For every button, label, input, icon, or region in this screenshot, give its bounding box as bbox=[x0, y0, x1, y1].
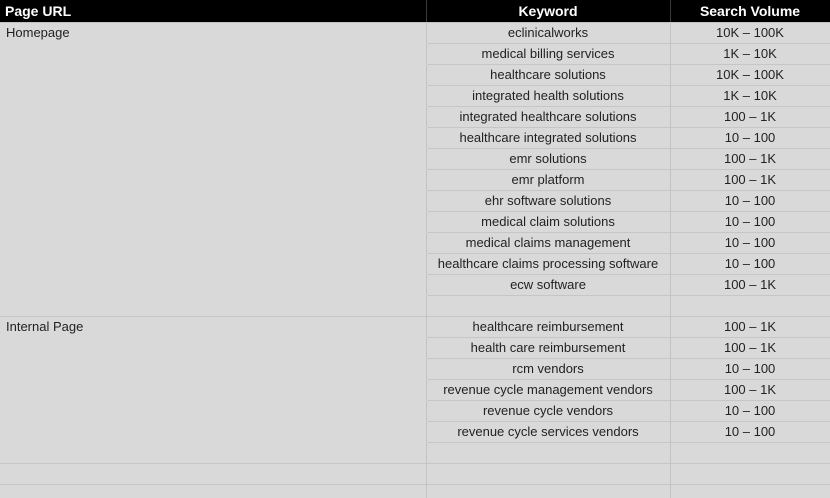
table-row bbox=[0, 23, 830, 44]
table-row bbox=[0, 443, 830, 464]
keyword-cell[interactable]: health care reimbursement bbox=[426, 338, 670, 359]
page-url-cell[interactable] bbox=[0, 86, 426, 107]
table-row bbox=[0, 44, 830, 65]
search-volume-cell[interactable]: 10 – 100 bbox=[670, 422, 830, 443]
page-url-cell[interactable] bbox=[0, 338, 426, 359]
search-volume-cell[interactable]: 10K – 100K bbox=[670, 65, 830, 86]
search-volume-cell[interactable]: 100 – 1K bbox=[670, 380, 830, 401]
table-row bbox=[0, 275, 830, 296]
table-row bbox=[0, 107, 830, 128]
page-url-cell[interactable] bbox=[0, 401, 426, 422]
search-volume-cell[interactable]: 100 – 1K bbox=[670, 170, 830, 191]
table-row bbox=[0, 212, 830, 233]
table-row bbox=[0, 464, 830, 485]
keyword-cell[interactable]: medical claim solutions bbox=[426, 212, 670, 233]
page-url-cell[interactable] bbox=[0, 359, 426, 380]
page-url-cell[interactable] bbox=[0, 212, 426, 233]
page-url-cell[interactable]: Internal Page bbox=[0, 317, 426, 338]
search-volume-cell[interactable]: 1K – 10K bbox=[670, 44, 830, 65]
keyword-cell[interactable]: ehr software solutions bbox=[426, 191, 670, 212]
keyword-cell[interactable]: integrated healthcare solutions bbox=[426, 107, 670, 128]
keyword-cell[interactable]: eclinicalworks bbox=[426, 23, 670, 44]
search-volume-cell[interactable]: 100 – 1K bbox=[670, 275, 830, 296]
search-volume-cell[interactable] bbox=[670, 296, 830, 317]
table-row bbox=[0, 128, 830, 149]
keyword-cell[interactable]: healthcare claims processing software bbox=[426, 254, 670, 275]
keyword-cell[interactable]: emr solutions bbox=[426, 149, 670, 170]
search-volume-cell[interactable]: 10 – 100 bbox=[670, 359, 830, 380]
table-row bbox=[0, 359, 830, 380]
keyword-cell[interactable]: revenue cycle management vendors bbox=[426, 380, 670, 401]
header-keyword[interactable]: Keyword bbox=[426, 0, 670, 23]
page-url-cell[interactable] bbox=[0, 464, 426, 485]
keyword-cell[interactable]: rcm vendors bbox=[426, 359, 670, 380]
table-header bbox=[0, 0, 830, 23]
header-row bbox=[0, 0, 830, 23]
page-url-cell[interactable]: Homepage bbox=[0, 23, 426, 44]
keyword-cell[interactable]: medical billing services bbox=[426, 44, 670, 65]
table-row bbox=[0, 254, 830, 275]
search-volume-cell[interactable]: 10 – 100 bbox=[670, 191, 830, 212]
page-url-cell[interactable] bbox=[0, 170, 426, 191]
keyword-cell[interactable]: ecw software bbox=[426, 275, 670, 296]
table-body bbox=[0, 23, 830, 498]
table-row bbox=[0, 191, 830, 212]
header-search-volume[interactable]: Search Volume bbox=[670, 0, 830, 23]
page-url-cell[interactable] bbox=[0, 44, 426, 65]
table-row bbox=[0, 86, 830, 107]
page-url-cell[interactable] bbox=[0, 275, 426, 296]
keyword-cell[interactable] bbox=[426, 443, 670, 464]
search-volume-cell[interactable]: 10 – 100 bbox=[670, 401, 830, 422]
search-volume-cell[interactable]: 10 – 100 bbox=[670, 233, 830, 254]
keyword-cell[interactable] bbox=[426, 485, 670, 498]
keyword-cell[interactable]: revenue cycle vendors bbox=[426, 401, 670, 422]
page-url-cell[interactable] bbox=[0, 233, 426, 254]
page-url-cell[interactable] bbox=[0, 107, 426, 128]
table-row bbox=[0, 296, 830, 317]
page-url-cell[interactable] bbox=[0, 254, 426, 275]
search-volume-cell[interactable] bbox=[670, 443, 830, 464]
search-volume-cell[interactable]: 1K – 10K bbox=[670, 86, 830, 107]
table-row bbox=[0, 233, 830, 254]
search-volume-cell[interactable]: 10K – 100K bbox=[670, 23, 830, 44]
search-volume-cell[interactable] bbox=[670, 485, 830, 498]
keyword-cell[interactable]: healthcare solutions bbox=[426, 65, 670, 86]
table-row bbox=[0, 422, 830, 443]
search-volume-cell[interactable]: 100 – 1K bbox=[670, 338, 830, 359]
header-page-url[interactable]: Page URL bbox=[0, 0, 426, 23]
table-row bbox=[0, 401, 830, 422]
search-volume-cell[interactable] bbox=[670, 464, 830, 485]
page-url-cell[interactable] bbox=[0, 149, 426, 170]
keyword-cell[interactable]: healthcare reimbursement bbox=[426, 317, 670, 338]
page-url-cell[interactable] bbox=[0, 380, 426, 401]
keyword-cell[interactable]: integrated health solutions bbox=[426, 86, 670, 107]
search-volume-cell[interactable]: 10 – 100 bbox=[670, 128, 830, 149]
keyword-cell[interactable] bbox=[426, 464, 670, 485]
search-volume-cell[interactable]: 10 – 100 bbox=[670, 212, 830, 233]
page-url-cell[interactable] bbox=[0, 443, 426, 464]
table-row bbox=[0, 317, 830, 338]
keyword-cell[interactable]: revenue cycle services vendors bbox=[426, 422, 670, 443]
search-volume-cell[interactable]: 100 – 1K bbox=[670, 149, 830, 170]
keyword-cell[interactable]: emr platform bbox=[426, 170, 670, 191]
page-url-cell[interactable] bbox=[0, 128, 426, 149]
keyword-cell[interactable] bbox=[426, 296, 670, 317]
table-row bbox=[0, 380, 830, 401]
table-row bbox=[0, 170, 830, 191]
page-url-cell[interactable] bbox=[0, 296, 426, 317]
search-volume-cell[interactable]: 10 – 100 bbox=[670, 254, 830, 275]
page-url-cell[interactable] bbox=[0, 422, 426, 443]
keyword-cell[interactable]: healthcare integrated solutions bbox=[426, 128, 670, 149]
table-row bbox=[0, 65, 830, 86]
table-row bbox=[0, 338, 830, 359]
page-url-cell[interactable] bbox=[0, 65, 426, 86]
table-row bbox=[0, 149, 830, 170]
page-url-cell[interactable] bbox=[0, 485, 426, 498]
keyword-cell[interactable]: medical claims management bbox=[426, 233, 670, 254]
search-volume-cell[interactable]: 100 – 1K bbox=[670, 107, 830, 128]
page-url-cell[interactable] bbox=[0, 191, 426, 212]
search-volume-cell[interactable]: 100 – 1K bbox=[670, 317, 830, 338]
table-row bbox=[0, 485, 830, 498]
